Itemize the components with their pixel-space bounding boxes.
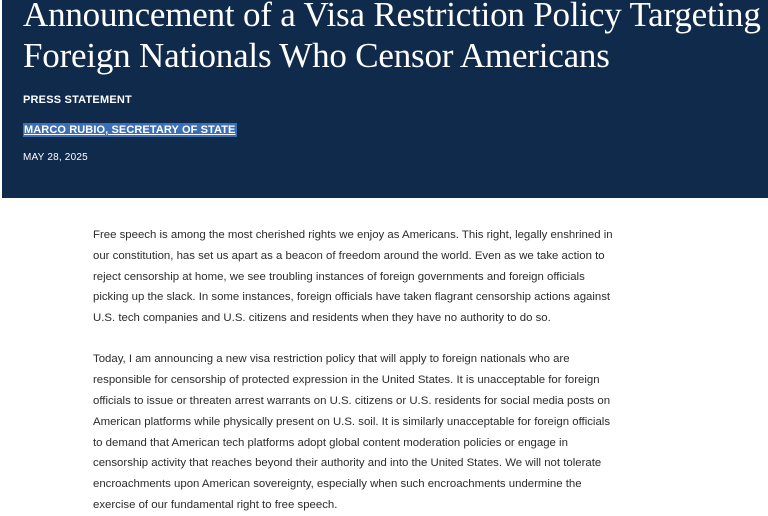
- paragraph-2-line-3: officials to issue or threaten arrest warrants on U.S. citizens or U.S. residents for social media posts on: [93, 394, 611, 407]
- paragraph-2-line-2: responsible for censorship of protected expression in the United States. It is unacceptable for foreign: [93, 374, 600, 387]
- title-line-1: Announcement of a Visa Restriction Policy Targeting: [23, 0, 761, 34]
- paragraph-2-line-1: Today, I am announcing a new visa restriction policy that will apply to foreign nationals who are: [93, 353, 570, 366]
- article-body: [93, 225, 641, 516]
- hero-banner: [0, 0, 768, 198]
- paragraph-1: [93, 225, 641, 329]
- paragraph-2: [93, 349, 641, 515]
- title-line-2: Foreign Nationals Who Censor Americans: [23, 36, 610, 75]
- paragraph-2-line-6: censorship activity that reaches beyond their authority and into the United States. We will not tolerate: [93, 457, 602, 470]
- paragraph-2-line-4: American platforms while physically present on U.S. soil. It is similarly unacceptable for foreign officials: [93, 415, 611, 428]
- paragraph-2-line-5: to demand that American tech platforms adopt global content moderation policies or engage in: [93, 436, 568, 449]
- paragraph-2-line-7: encroachments upon American sovereignty, especially when such encroachments undermine the: [93, 478, 582, 491]
- publication-date: MAY 28, 2025: [23, 152, 88, 163]
- hero-left-edge: [0, 0, 2, 198]
- page-title: [23, 0, 768, 76]
- paragraph-1-line-3: reject censorship at home, we see troubling instances of foreign governments and foreign officials: [93, 270, 585, 283]
- press-statement-label: PRESS STATEMENT: [23, 94, 132, 106]
- paragraph-1-line-2: our constitution, has set us apart as a beacon of freedom around the world. Even as we take action to: [93, 249, 605, 262]
- paragraph-2-line-8: exercise of our fundamental right to free speech.: [93, 498, 338, 511]
- paragraph-1-line-4: picking up the slack. In some instances, foreign officials have taken flagrant censorship actions against: [93, 291, 611, 304]
- paragraph-1-line-1: Free speech is among the most cherished rights we enjoy as Americans. This right, legally enshrined in: [93, 229, 613, 241]
- author-link[interactable]: MARCO RUBIO, SECRETARY OF STATE: [24, 124, 236, 136]
- paragraph-1-line-5: U.S. tech companies and U.S. citizens and residents when they have no authority to do so.: [93, 312, 551, 325]
